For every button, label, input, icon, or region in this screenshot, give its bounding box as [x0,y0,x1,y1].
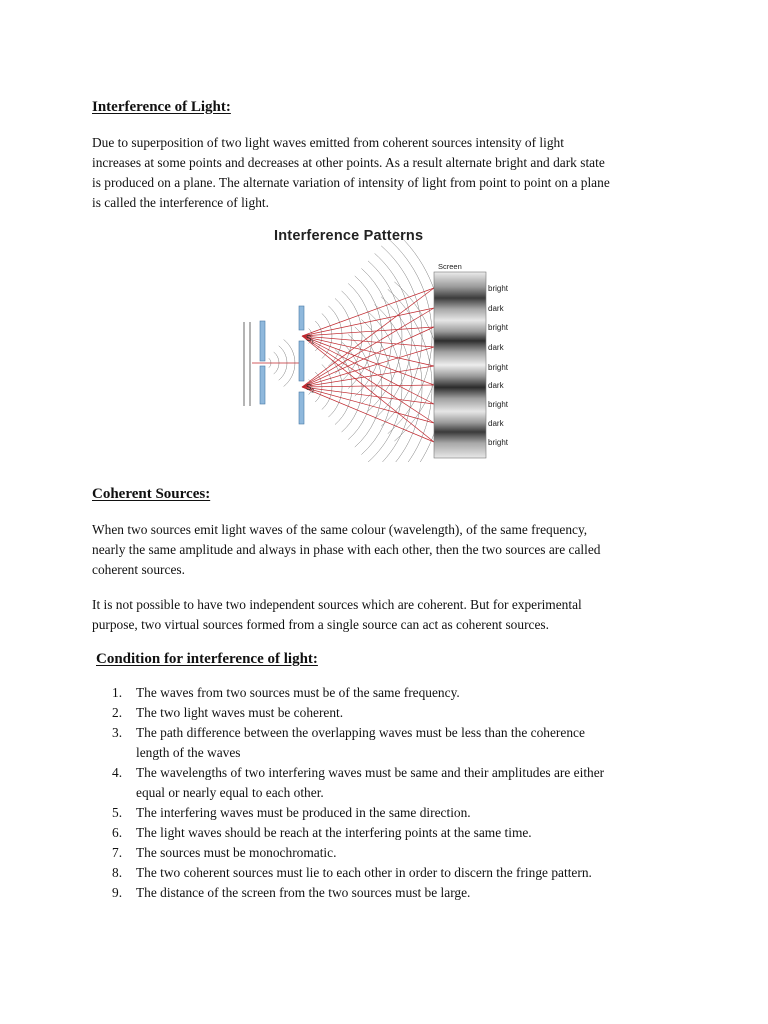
text-line: The waves from two sources must be of the same frequency. [136,685,460,700]
list-number: 1. [112,685,123,700]
slit-s2-letter: S [306,383,312,392]
text-line: coherent sources. [92,562,185,577]
fringe-label: bright [488,400,509,409]
fringe-label: bright [488,438,509,447]
text-line: increases at some points and decreases at other points. As a result alternate bright and dark state [92,155,605,170]
single-slit-barrier-top [260,321,265,361]
text-line: The path difference between the overlapping waves must be less than the coherence [136,725,585,740]
list-text [136,883,692,903]
interference-ray [302,336,434,366]
fringe-label: bright [488,284,509,293]
list-number: 4. [112,765,123,780]
fringe-label: dark [488,381,504,390]
wavefront-arc [322,314,332,359]
wavefront-arc [375,253,412,418]
fringe-label: dark [488,343,504,352]
heading-interference-of-light: Interference of Light: [92,99,231,115]
interference-ray [302,366,434,387]
list-text [136,723,692,763]
figure-title: Interference Patterns [274,228,424,244]
heading-condition-for-interference: Condition for interference of light: [96,651,318,667]
list-text [136,843,692,863]
text-line: The light waves should be reach at the interfering points at the same time. [136,825,532,840]
text-line: The two coherent sources must lie to each other in order to discern the fringe pattern. [136,865,592,880]
paragraph-interference-definition [92,133,682,213]
single-slit-barrier-bottom [260,366,265,404]
text-line: The wavelengths of two interfering waves must be same and their amplitudes are either [136,765,605,780]
fringe-label: bright [488,363,509,372]
text-line: The distance of the screen from the two sources must be large. [136,885,471,900]
paragraph-virtual-sources [92,595,682,635]
condition-list-item [92,823,692,843]
condition-list-item [92,803,692,823]
list-number: 6. [112,825,123,840]
condition-list-item [92,703,692,723]
heading-coherent-sources: Coherent Sources: [92,486,211,502]
list-text [136,763,692,803]
list-text [136,823,692,843]
text-line: Due to superposition of two light waves emitted from coherent sources intensity of light [92,135,564,150]
list-number: 8. [112,865,123,880]
list-number: 2. [112,705,123,720]
slit-s2-label: $S_2$ [306,383,315,395]
text-line: nearly the same amplitude and always in phase with each other, then the two sources are called [92,542,601,557]
list-number: 5. [112,805,123,820]
condition-list-item [92,843,692,863]
list-text [136,683,692,703]
interference-patterns-figure [238,226,528,462]
slit-s1-letter: S [306,334,312,343]
wavefront-arc [388,238,432,433]
fringe-screen [434,272,486,458]
condition-list-item [92,763,692,803]
double-slit-barrier-middle [299,341,304,381]
wavefront-arc [315,321,322,351]
fringe-label: dark [488,304,504,313]
condition-list-item [92,863,692,883]
double-slit-barrier-top [299,306,304,330]
interference-diagram [238,226,528,462]
list-text [136,863,692,883]
interference-ray [302,387,434,423]
text-line: The two light waves must be coherent. [136,705,344,720]
fringe-label: dark [488,419,504,428]
text-line: equal or nearly equal to each other. [136,785,324,800]
list-text [136,703,692,723]
text-line: purpose, two virtual sources formed from a single source can act as coherent sources. [92,617,549,632]
text-line: When two sources emit light waves of the same colour (wavelength), of the same frequency, [92,522,588,537]
text-line: is produced on a plane. The alternate variation of intensity of light from point to point on a plane [92,175,610,190]
condition-list-item [92,883,692,903]
wavefront-arc [368,261,402,411]
text-line: It is not possible to have two independent sources which are coherent. But for experimental [92,597,582,612]
wavefront-arc [355,327,382,447]
text-line: The sources must be monochromatic. [136,845,337,860]
screen-label: Screen [438,262,462,271]
text-line: length of the waves [136,745,241,760]
interference-ray [302,336,434,404]
list-number: 9. [112,885,123,900]
wavefront-arc [328,306,342,366]
wavefront-arc [368,312,402,462]
paragraph-coherent-definition [92,520,682,580]
list-text [136,803,692,823]
list-number: 7. [112,845,123,860]
slit-s1-label: $S_1$ [306,334,315,346]
fringe-label: bright [488,323,509,332]
interference-ray [302,308,434,387]
double-slit-barrier-bottom [299,392,304,424]
text-line: is called the interference of light. [92,195,269,210]
condition-list-item [92,683,692,703]
conditions-list [92,683,692,903]
text-line: The interfering waves must be produced in the same direction. [136,805,471,820]
condition-list-item [92,723,692,763]
list-number: 3. [112,725,123,740]
